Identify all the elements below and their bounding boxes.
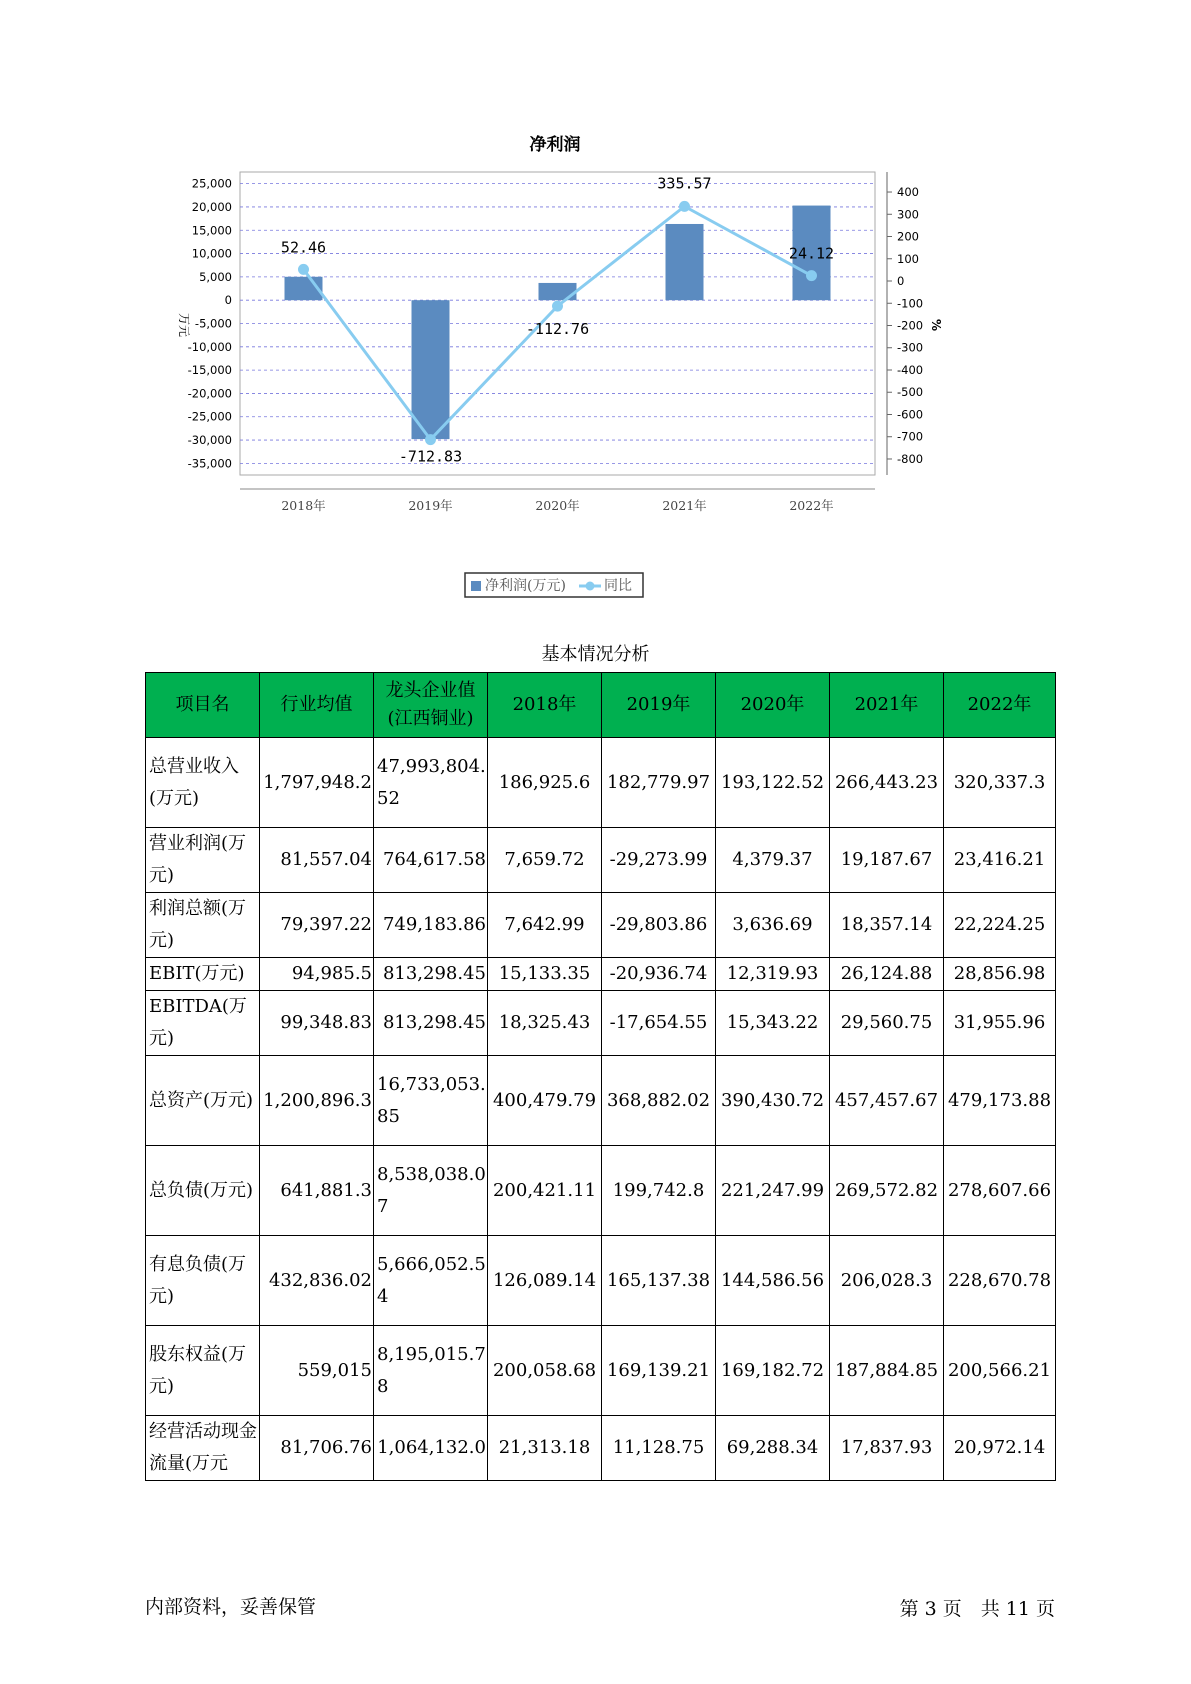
table-cell: 221,247.99 xyxy=(716,1146,830,1236)
table-cell: 199,742.8 xyxy=(602,1146,716,1236)
yoy-point xyxy=(298,264,309,275)
y-tick-label: -15,000 xyxy=(187,363,232,378)
table-cell: 200,421.11 xyxy=(488,1146,602,1236)
bar-2021年 xyxy=(666,224,704,300)
table-cell: 182,779.97 xyxy=(602,738,716,828)
table-cell: 400,479.79 xyxy=(488,1056,602,1146)
y2-tick-label: -600 xyxy=(897,407,924,422)
y-tick-label: 15,000 xyxy=(191,223,232,238)
yoy-data-label: -712.83 xyxy=(398,447,463,466)
y-tick-label: -30,000 xyxy=(187,433,232,448)
y2-tick-label: 100 xyxy=(897,251,919,266)
table-cell: 17,837.93 xyxy=(830,1416,944,1481)
table-cell: 99,348.83 xyxy=(260,991,374,1056)
table-cell: -17,654.55 xyxy=(602,991,716,1056)
table-cell: 8,195,015.78 xyxy=(374,1326,488,1416)
table-cell: 23,416.21 xyxy=(944,828,1056,893)
table-body xyxy=(146,738,1056,1481)
y-tick-label: 5,000 xyxy=(199,269,232,284)
y-tick-label: -25,000 xyxy=(187,409,232,424)
table-header-cell: 2020年 xyxy=(716,673,830,738)
table-row xyxy=(146,1326,1056,1416)
table-cell: 18,325.43 xyxy=(488,991,602,1056)
table-header-cell: 项目名 xyxy=(146,673,260,738)
bar-2019年 xyxy=(412,300,450,439)
table-cell: 3,636.69 xyxy=(716,893,830,958)
table-cell: 169,182.72 xyxy=(716,1326,830,1416)
x-tick-label: 2022年 xyxy=(789,498,834,513)
table-cell: 200,566.21 xyxy=(944,1326,1056,1416)
yoy-point xyxy=(679,201,690,212)
table-cell: 457,457.67 xyxy=(830,1056,944,1146)
table-row xyxy=(146,1416,1056,1481)
table-cell: 7,642.99 xyxy=(488,893,602,958)
table-cell: 16,733,053.85 xyxy=(374,1056,488,1146)
yoy-data-label: -112.76 xyxy=(525,320,590,339)
table-cell: 228,670.78 xyxy=(944,1236,1056,1326)
table-cell: 79,397.22 xyxy=(260,893,374,958)
footer-page-number: 第 3 页 共 11 页 xyxy=(899,1598,1055,1620)
table-row xyxy=(146,1236,1056,1326)
table-cell: 81,706.76 xyxy=(260,1416,374,1481)
table-cell: 186,925.6 xyxy=(488,738,602,828)
table-header-cell: 2018年 xyxy=(488,673,602,738)
y-axis-label: 万元 xyxy=(177,312,191,338)
row-label-cell: 股东权益(万元) xyxy=(146,1326,260,1416)
y2-tick-label: -700 xyxy=(897,429,924,444)
row-label-cell: EBITDA(万元) xyxy=(146,991,260,1056)
row-label-cell: 总负债(万元) xyxy=(146,1146,260,1236)
table-cell: 278,607.66 xyxy=(944,1146,1056,1236)
table-header-cell: 2021年 xyxy=(830,673,944,738)
y2-tick-label: 300 xyxy=(897,207,919,222)
table-cell: 368,882.02 xyxy=(602,1056,716,1146)
table-row xyxy=(146,958,1056,991)
y-tick-label: 10,000 xyxy=(191,246,232,261)
table-cell: 187,884.85 xyxy=(830,1326,944,1416)
table-header-row xyxy=(146,673,1056,738)
table-row xyxy=(146,1146,1056,1236)
table-header-cell: 行业均值 xyxy=(260,673,374,738)
x-tick-label: 2018年 xyxy=(281,498,326,513)
table-cell: 641,881.3 xyxy=(260,1146,374,1236)
y2-tick-label: 0 xyxy=(897,274,905,289)
table-cell: 749,183.86 xyxy=(374,893,488,958)
y2-axis-label: % xyxy=(929,318,943,332)
y2-tick-label: -300 xyxy=(897,340,924,355)
table-cell: -29,803.86 xyxy=(602,893,716,958)
legend-line-label: 同比 xyxy=(604,578,632,594)
table-cell: -29,273.99 xyxy=(602,828,716,893)
table-cell: 165,137.38 xyxy=(602,1236,716,1326)
y2-tick-label: 200 xyxy=(897,229,919,244)
row-label-cell: 总营业收入(万元) xyxy=(146,738,260,828)
table-cell: 266,443.23 xyxy=(830,738,944,828)
table-cell: 1,064,132.0 xyxy=(374,1416,488,1481)
bar-2020年 xyxy=(539,283,577,300)
table-cell: 559,015 xyxy=(260,1326,374,1416)
table-cell: 21,313.18 xyxy=(488,1416,602,1481)
table-cell: 81,557.04 xyxy=(260,828,374,893)
y2-tick-label: -100 xyxy=(897,296,924,311)
table-cell: 26,124.88 xyxy=(830,958,944,991)
table-cell: 144,586.56 xyxy=(716,1236,830,1326)
table-cell: 5,666,052.54 xyxy=(374,1236,488,1326)
table-header-cell: 龙头企业值(江西铜业) xyxy=(374,673,488,738)
table-cell: 320,337.3 xyxy=(944,738,1056,828)
yoy-data-label: 335.57 xyxy=(657,174,712,193)
table-cell: 126,089.14 xyxy=(488,1236,602,1326)
y-tick-label: 0 xyxy=(224,293,232,308)
table-cell: 12,319.93 xyxy=(716,958,830,991)
yoy-point xyxy=(552,301,563,312)
table-cell: 15,133.35 xyxy=(488,958,602,991)
table-row xyxy=(146,828,1056,893)
yoy-data-label: 24.12 xyxy=(788,244,835,263)
table-cell: 4,379.37 xyxy=(716,828,830,893)
table-cell: 390,430.72 xyxy=(716,1056,830,1146)
y2-tick-label: 400 xyxy=(897,185,919,200)
table-cell: 1,797,948.2 xyxy=(260,738,374,828)
table-cell: 7,659.72 xyxy=(488,828,602,893)
yoy-data-label: 52.46 xyxy=(280,238,327,257)
table-cell: 1,200,896.3 xyxy=(260,1056,374,1146)
table-header-cell: 2019年 xyxy=(602,673,716,738)
x-tick-label: 2019年 xyxy=(408,498,453,513)
table-row xyxy=(146,893,1056,958)
y-tick-label: -35,000 xyxy=(187,456,232,471)
basic-analysis-table xyxy=(145,672,1056,1481)
chart-canvas xyxy=(170,130,1040,600)
table-cell: 206,028.3 xyxy=(830,1236,944,1326)
y2-tick-label: -200 xyxy=(897,318,924,333)
table-cell: 813,298.45 xyxy=(374,991,488,1056)
table-cell: 193,122.52 xyxy=(716,738,830,828)
table-cell: 479,173.88 xyxy=(944,1056,1056,1146)
row-label-cell: 有息负债(万元) xyxy=(146,1236,260,1326)
footer-confidential-note: 内部资料，妥善保管 xyxy=(145,1596,317,1618)
table-cell: 47,993,804.52 xyxy=(374,738,488,828)
y-tick-label: 25,000 xyxy=(191,176,232,191)
legend-bar-label: 净利润(万元) xyxy=(485,578,566,594)
table-cell: 22,224.25 xyxy=(944,893,1056,958)
x-tick-label: 2021年 xyxy=(662,498,707,513)
table-cell: 11,128.75 xyxy=(602,1416,716,1481)
y2-tick-label: -800 xyxy=(897,451,924,466)
table-cell: -20,936.74 xyxy=(602,958,716,991)
table-cell: 15,343.22 xyxy=(716,991,830,1056)
net-profit-chart xyxy=(170,130,1040,600)
table-cell: 28,856.98 xyxy=(944,958,1056,991)
y2-tick-label: -400 xyxy=(897,362,924,377)
y-tick-label: -20,000 xyxy=(187,386,232,401)
table-row xyxy=(146,991,1056,1056)
table-cell: 69,288.34 xyxy=(716,1416,830,1481)
row-label-cell: 总资产(万元) xyxy=(146,1056,260,1146)
table-title: 基本情况分析 xyxy=(541,644,650,665)
y-tick-label: 20,000 xyxy=(191,199,232,214)
chart-title: 净利润 xyxy=(529,135,581,155)
table-cell: 269,572.82 xyxy=(830,1146,944,1236)
y-tick-label: -5,000 xyxy=(194,316,232,331)
table-cell: 20,972.14 xyxy=(944,1416,1056,1481)
row-label-cell: EBIT(万元) xyxy=(146,958,260,991)
table-cell: 200,058.68 xyxy=(488,1326,602,1416)
table-cell: 94,985.5 xyxy=(260,958,374,991)
table-cell: 764,617.58 xyxy=(374,828,488,893)
yoy-point xyxy=(806,270,817,281)
table-cell: 31,955.96 xyxy=(944,991,1056,1056)
row-label-cell: 经营活动现金流量(万元 xyxy=(146,1416,260,1481)
y2-tick-label: -500 xyxy=(897,385,924,400)
yoy-point xyxy=(425,434,436,445)
row-label-cell: 营业利润(万元) xyxy=(146,828,260,893)
table-header-cell: 2022年 xyxy=(944,673,1056,738)
x-tick-label: 2020年 xyxy=(535,498,580,513)
table-cell: 432,836.02 xyxy=(260,1236,374,1326)
table-cell: 8,538,038.07 xyxy=(374,1146,488,1236)
y-tick-label: -10,000 xyxy=(187,339,232,354)
table-row xyxy=(146,1056,1056,1146)
table-cell: 169,139.21 xyxy=(602,1326,716,1416)
legend-bar-swatch xyxy=(471,581,481,591)
table-cell: 18,357.14 xyxy=(830,893,944,958)
row-label-cell: 利润总额(万元) xyxy=(146,893,260,958)
legend-line-marker xyxy=(586,582,595,591)
table-cell: 29,560.75 xyxy=(830,991,944,1056)
table-cell: 19,187.67 xyxy=(830,828,944,893)
table-cell: 813,298.45 xyxy=(374,958,488,991)
table-row xyxy=(146,738,1056,828)
